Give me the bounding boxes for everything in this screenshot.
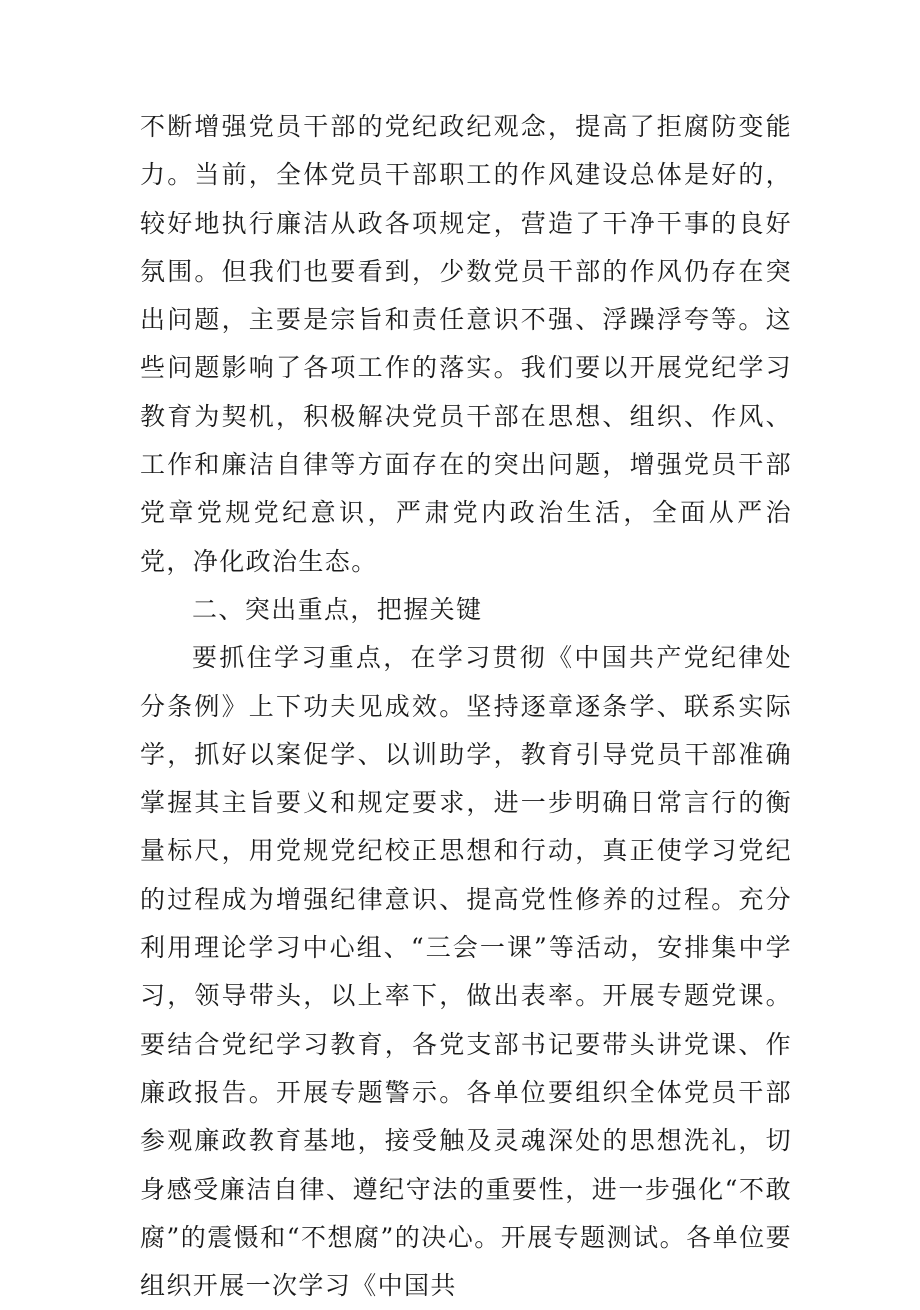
paragraph-continuation: 不断增强党员干部的党纪政纪观念，提高了拒腐防变能力。当前，全体党员干部职工的作风建设总体是好的，较好地执行廉洁从政各项规定，营造了干净干事的良好氛围。但我们也要看到，少数党员干部的作风仍存在突出问题，主要是宗旨和责任意识不强、浮躁浮夸等。这些问题影响了各项工作的落实。我们要以开展党纪学习教育为契机，积极解决党员干部在思想、组织、作风、工作和廉洁自律等方面存在的突出问题，增强党员干部党章党规党纪意识，严肃党内政治生活，全面从严治党，净化政治生态。	[140, 112, 792, 576]
section-heading: 二、突出重点，把握关键	[192, 594, 483, 624]
document-body	[140, 103, 792, 1310]
paragraph-body: 要抓住学习重点，在学习贯彻《中国共产党纪律处分条例》上下功夫见成效。坚持逐章逐条学、联系实际学，抓好以案促学、以训助学，教育引导党员干部准确掌握其主旨要义和规定要求，进一步明确日常言行的衡量标尺，用党规党纪校正思想和行动，真正使学习党纪的过程成为增强纪律意识、提高党性修养的过程。充分利用理论学习中心组、“三会一课”等活动，安排集中学习，领导带头，以上率下，做出表率。开展专题党课。要结合党纪学习教育，各党支部书记要带头讲党课、作廉政报告。开展专题警示。各单位要组织全体党员干部参观廉政教育基地，接受触及灵魂深处的思想洗礼，切身感受廉洁自律、遵纪守法的重要性，进一步强化“不敢腐”的震慑和“不想腐”的决心。开展专题测试。各单位要组织开展一次学习《中国共	[140, 643, 792, 1301]
